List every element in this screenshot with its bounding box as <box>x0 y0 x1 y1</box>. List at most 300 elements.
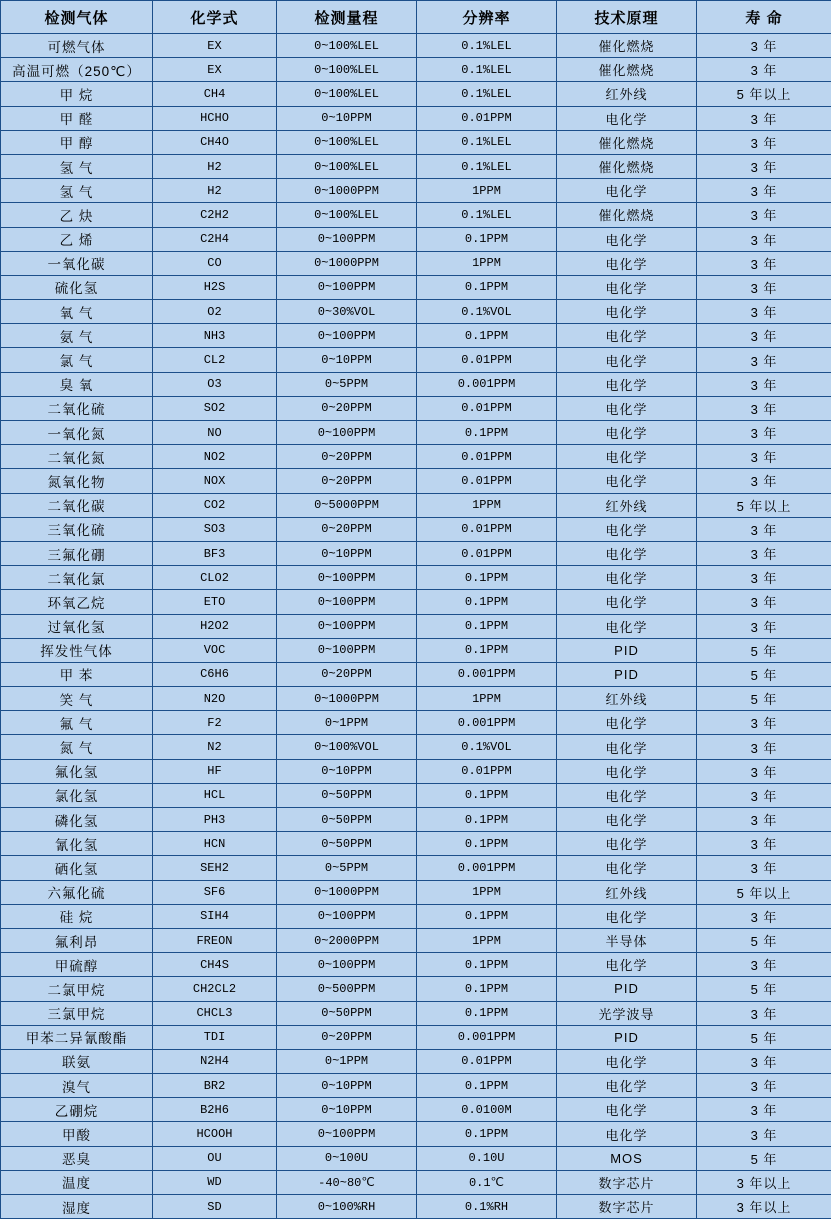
table-row <box>1 58 831 82</box>
cell-resolution: 0.01PPM <box>417 1049 557 1073</box>
cell-formula: NO2 <box>153 445 277 469</box>
cell-technology: PID <box>557 1025 697 1049</box>
cell-formula: C2H4 <box>153 227 277 251</box>
table-row <box>1 82 831 106</box>
cell-technology: 红外线 <box>557 82 697 106</box>
cell-formula: NOX <box>153 469 277 493</box>
cell-resolution: 0.1PPM <box>417 421 557 445</box>
cell-lifespan: 3 年 <box>697 1001 831 1025</box>
cell-resolution: 0.1%LEL <box>417 203 557 227</box>
cell-lifespan: 3 年 <box>697 856 831 880</box>
cell-formula: CHCL3 <box>153 1001 277 1025</box>
cell-range: -40~80℃ <box>277 1170 417 1194</box>
cell-gas: 甲硫醇 <box>1 953 153 977</box>
cell-formula: SO3 <box>153 517 277 541</box>
cell-formula: N2H4 <box>153 1049 277 1073</box>
cell-formula: EX <box>153 34 277 58</box>
cell-range: 0~100%LEL <box>277 203 417 227</box>
cell-formula: CLO2 <box>153 566 277 590</box>
cell-resolution: 0.1PPM <box>417 953 557 977</box>
cell-resolution: 0.1%LEL <box>417 154 557 178</box>
cell-gas: 氟利昂 <box>1 928 153 952</box>
cell-gas: 挥发性气体 <box>1 638 153 662</box>
table-row <box>1 541 831 565</box>
cell-formula: TDI <box>153 1025 277 1049</box>
cell-range: 0~100PPM <box>277 590 417 614</box>
cell-lifespan: 3 年 <box>697 227 831 251</box>
cell-lifespan: 3 年 <box>697 783 831 807</box>
cell-resolution: 0.1PPM <box>417 275 557 299</box>
cell-gas: 一氧化氮 <box>1 421 153 445</box>
cell-gas: 联氨 <box>1 1049 153 1073</box>
cell-gas: 甲 烷 <box>1 82 153 106</box>
cell-lifespan: 3 年 <box>697 348 831 372</box>
cell-technology: 电化学 <box>557 735 697 759</box>
cell-gas: 三氟化硼 <box>1 541 153 565</box>
cell-lifespan: 3 年 <box>697 904 831 928</box>
table-row <box>1 783 831 807</box>
cell-technology: 电化学 <box>557 953 697 977</box>
cell-gas: 可燃气体 <box>1 34 153 58</box>
cell-technology: 电化学 <box>557 856 697 880</box>
cell-range: 0~100%LEL <box>277 154 417 178</box>
cell-gas: 硅 烷 <box>1 904 153 928</box>
cell-formula: OU <box>153 1146 277 1170</box>
table-row <box>1 953 831 977</box>
table-row <box>1 1074 831 1098</box>
cell-gas: 氯化氢 <box>1 783 153 807</box>
cell-formula: BR2 <box>153 1074 277 1098</box>
cell-formula: H2 <box>153 179 277 203</box>
cell-range: 0~20PPM <box>277 1025 417 1049</box>
cell-technology: 红外线 <box>557 880 697 904</box>
cell-formula: B2H6 <box>153 1098 277 1122</box>
cell-lifespan: 3 年 <box>697 179 831 203</box>
cell-range: 0~10PPM <box>277 1098 417 1122</box>
cell-lifespan: 3 年 <box>697 541 831 565</box>
cell-gas: 环氧乙烷 <box>1 590 153 614</box>
cell-range: 0~100PPM <box>277 1122 417 1146</box>
cell-resolution: 0.01PPM <box>417 759 557 783</box>
table-row <box>1 711 831 735</box>
cell-lifespan: 3 年 <box>697 154 831 178</box>
cell-lifespan: 3 年 <box>697 445 831 469</box>
cell-range: 0~10PPM <box>277 541 417 565</box>
cell-range: 0~100PPM <box>277 275 417 299</box>
table-row <box>1 638 831 662</box>
cell-gas: 氮 气 <box>1 735 153 759</box>
cell-range: 0~1PPM <box>277 1049 417 1073</box>
cell-formula: HCN <box>153 832 277 856</box>
cell-gas: 氢 气 <box>1 179 153 203</box>
cell-formula: ETO <box>153 590 277 614</box>
cell-technology: 电化学 <box>557 517 697 541</box>
cell-technology: 电化学 <box>557 1049 697 1073</box>
cell-technology: 催化燃烧 <box>557 154 697 178</box>
cell-technology: 电化学 <box>557 300 697 324</box>
cell-formula: C6H6 <box>153 662 277 686</box>
cell-formula: CH4S <box>153 953 277 977</box>
cell-lifespan: 5 年 <box>697 638 831 662</box>
cell-resolution: 0.1PPM <box>417 638 557 662</box>
cell-technology: 红外线 <box>557 493 697 517</box>
cell-gas: 二氧化氮 <box>1 445 153 469</box>
cell-technology: 电化学 <box>557 251 697 275</box>
cell-range: 0~100%LEL <box>277 34 417 58</box>
cell-formula: NH3 <box>153 324 277 348</box>
cell-gas: 氧 气 <box>1 300 153 324</box>
table-row <box>1 517 831 541</box>
cell-gas: 二氧化硫 <box>1 396 153 420</box>
table-row <box>1 1049 831 1073</box>
cell-formula: SF6 <box>153 880 277 904</box>
cell-resolution: 0.1PPM <box>417 324 557 348</box>
cell-lifespan: 3 年 <box>697 590 831 614</box>
cell-gas: 温度 <box>1 1170 153 1194</box>
cell-formula: F2 <box>153 711 277 735</box>
table-row <box>1 1195 831 1219</box>
table-row <box>1 251 831 275</box>
table-row <box>1 154 831 178</box>
cell-technology: 光学波导 <box>557 1001 697 1025</box>
cell-lifespan: 5 年以上 <box>697 82 831 106</box>
cell-technology: 催化燃烧 <box>557 130 697 154</box>
cell-formula: HCOOH <box>153 1122 277 1146</box>
table-row <box>1 687 831 711</box>
cell-range: 0~100PPM <box>277 614 417 638</box>
cell-lifespan: 5 年以上 <box>697 880 831 904</box>
cell-formula: H2O2 <box>153 614 277 638</box>
cell-formula: SO2 <box>153 396 277 420</box>
cell-range: 0~100PPM <box>277 904 417 928</box>
cell-lifespan: 3 年 <box>697 372 831 396</box>
cell-formula: PH3 <box>153 808 277 832</box>
cell-gas: 恶臭 <box>1 1146 153 1170</box>
cell-resolution: 0.1%LEL <box>417 34 557 58</box>
cell-technology: 红外线 <box>557 687 697 711</box>
cell-range: 0~50PPM <box>277 1001 417 1025</box>
cell-formula: HCL <box>153 783 277 807</box>
cell-formula: SEH2 <box>153 856 277 880</box>
cell-gas: 氰化氢 <box>1 832 153 856</box>
cell-gas: 氯 气 <box>1 348 153 372</box>
cell-formula: H2S <box>153 275 277 299</box>
cell-technology: 电化学 <box>557 324 697 348</box>
table-row <box>1 1001 831 1025</box>
table-header-row <box>1 1 831 34</box>
cell-resolution: 0.01PPM <box>417 517 557 541</box>
cell-gas: 二氯甲烷 <box>1 977 153 1001</box>
cell-lifespan: 3 年 <box>697 106 831 130</box>
cell-range: 0~2000PPM <box>277 928 417 952</box>
table-row <box>1 493 831 517</box>
cell-range: 0~100PPM <box>277 566 417 590</box>
table-row <box>1 227 831 251</box>
table-row <box>1 469 831 493</box>
cell-range: 0~500PPM <box>277 977 417 1001</box>
cell-formula: FREON <box>153 928 277 952</box>
cell-technology: 电化学 <box>557 711 697 735</box>
cell-resolution: 0.01PPM <box>417 396 557 420</box>
cell-technology: 电化学 <box>557 106 697 130</box>
cell-range: 0~5PPM <box>277 372 417 396</box>
table-row <box>1 300 831 324</box>
table-row <box>1 421 831 445</box>
cell-resolution: 0.001PPM <box>417 372 557 396</box>
cell-gas: 三氯甲烷 <box>1 1001 153 1025</box>
cell-lifespan: 3 年 <box>697 130 831 154</box>
cell-range: 0~10PPM <box>277 759 417 783</box>
cell-gas: 三氧化硫 <box>1 517 153 541</box>
cell-technology: 电化学 <box>557 590 697 614</box>
cell-range: 0~100PPM <box>277 953 417 977</box>
cell-resolution: 0.01PPM <box>417 445 557 469</box>
cell-technology: 数字芯片 <box>557 1195 697 1219</box>
cell-resolution: 0.001PPM <box>417 1025 557 1049</box>
cell-lifespan: 3 年 <box>697 808 831 832</box>
table-row <box>1 275 831 299</box>
cell-resolution: 0.1PPM <box>417 1074 557 1098</box>
table-row <box>1 1025 831 1049</box>
cell-range: 0~20PPM <box>277 517 417 541</box>
cell-resolution: 0.001PPM <box>417 662 557 686</box>
cell-lifespan: 5 年以上 <box>697 493 831 517</box>
cell-resolution: 0.1%VOL <box>417 300 557 324</box>
cell-range: 0~100%VOL <box>277 735 417 759</box>
cell-resolution: 0.1PPM <box>417 614 557 638</box>
cell-resolution: 1PPM <box>417 928 557 952</box>
cell-technology: 电化学 <box>557 1122 697 1146</box>
cell-formula: BF3 <box>153 541 277 565</box>
cell-formula: CH2CL2 <box>153 977 277 1001</box>
cell-technology: 催化燃烧 <box>557 34 697 58</box>
cell-range: 0~1000PPM <box>277 251 417 275</box>
cell-formula: CH4O <box>153 130 277 154</box>
table-row <box>1 1122 831 1146</box>
cell-gas: 氟化氢 <box>1 759 153 783</box>
cell-gas: 二氧化碳 <box>1 493 153 517</box>
cell-gas: 甲 醇 <box>1 130 153 154</box>
cell-technology: 电化学 <box>557 275 697 299</box>
table-row <box>1 977 831 1001</box>
cell-gas: 磷化氢 <box>1 808 153 832</box>
table-row <box>1 130 831 154</box>
table-row <box>1 832 831 856</box>
cell-range: 0~20PPM <box>277 445 417 469</box>
cell-lifespan: 5 年 <box>697 928 831 952</box>
cell-resolution: 0.1℃ <box>417 1170 557 1194</box>
cell-formula: SD <box>153 1195 277 1219</box>
cell-lifespan: 5 年 <box>697 687 831 711</box>
cell-formula: H2 <box>153 154 277 178</box>
cell-formula: HCHO <box>153 106 277 130</box>
column-header-range: 检测量程 <box>277 1 417 34</box>
table-row <box>1 856 831 880</box>
cell-lifespan: 5 年 <box>697 662 831 686</box>
cell-gas: 臭 氧 <box>1 372 153 396</box>
cell-formula: CL2 <box>153 348 277 372</box>
cell-range: 0~10PPM <box>277 1074 417 1098</box>
cell-formula: NO <box>153 421 277 445</box>
cell-technology: 电化学 <box>557 1098 697 1122</box>
cell-gas: 甲酸 <box>1 1122 153 1146</box>
cell-technology: 催化燃烧 <box>557 203 697 227</box>
cell-technology: 半导体 <box>557 928 697 952</box>
cell-range: 0~5000PPM <box>277 493 417 517</box>
cell-gas: 二氧化氯 <box>1 566 153 590</box>
table-row <box>1 928 831 952</box>
cell-technology: 电化学 <box>557 614 697 638</box>
cell-lifespan: 3 年 <box>697 324 831 348</box>
table-row <box>1 759 831 783</box>
cell-range: 0~100U <box>277 1146 417 1170</box>
cell-range: 0~10PPM <box>277 106 417 130</box>
cell-technology: 数字芯片 <box>557 1170 697 1194</box>
cell-technology: 电化学 <box>557 832 697 856</box>
cell-resolution: 0.10U <box>417 1146 557 1170</box>
cell-resolution: 0.0100M <box>417 1098 557 1122</box>
cell-technology: 电化学 <box>557 372 697 396</box>
cell-lifespan: 3 年 <box>697 614 831 638</box>
cell-resolution: 0.1PPM <box>417 977 557 1001</box>
table-row <box>1 808 831 832</box>
table-row <box>1 1170 831 1194</box>
table-row <box>1 662 831 686</box>
table-row <box>1 590 831 614</box>
cell-technology: MOS <box>557 1146 697 1170</box>
cell-resolution: 0.1%LEL <box>417 82 557 106</box>
cell-lifespan: 5 年 <box>697 977 831 1001</box>
table-row <box>1 445 831 469</box>
cell-gas: 乙 烯 <box>1 227 153 251</box>
cell-technology: 电化学 <box>557 179 697 203</box>
cell-resolution: 0.1PPM <box>417 566 557 590</box>
cell-formula: N2O <box>153 687 277 711</box>
cell-gas: 甲 醛 <box>1 106 153 130</box>
table-row <box>1 203 831 227</box>
cell-lifespan: 3 年 <box>697 1049 831 1073</box>
cell-technology: 电化学 <box>557 445 697 469</box>
cell-resolution: 1PPM <box>417 493 557 517</box>
cell-lifespan: 3 年 <box>697 759 831 783</box>
table-row <box>1 566 831 590</box>
cell-lifespan: 3 年 <box>697 469 831 493</box>
cell-resolution: 1PPM <box>417 687 557 711</box>
cell-range: 0~50PPM <box>277 783 417 807</box>
cell-technology: PID <box>557 638 697 662</box>
cell-formula: WD <box>153 1170 277 1194</box>
cell-resolution: 0.1PPM <box>417 808 557 832</box>
table-row <box>1 348 831 372</box>
cell-range: 0~100PPM <box>277 421 417 445</box>
cell-lifespan: 3 年 <box>697 421 831 445</box>
cell-technology: 电化学 <box>557 566 697 590</box>
cell-resolution: 0.01PPM <box>417 106 557 130</box>
cell-gas: 甲苯二异氰酸酯 <box>1 1025 153 1049</box>
table-row <box>1 372 831 396</box>
column-header-technology: 技术原理 <box>557 1 697 34</box>
cell-lifespan: 5 年 <box>697 1146 831 1170</box>
cell-technology: PID <box>557 662 697 686</box>
column-header-lifespan: 寿 命 <box>697 1 831 34</box>
cell-resolution: 0.1PPM <box>417 590 557 614</box>
cell-gas: 甲 苯 <box>1 662 153 686</box>
cell-range: 0~100%RH <box>277 1195 417 1219</box>
cell-range: 0~100%LEL <box>277 130 417 154</box>
cell-resolution: 0.1PPM <box>417 1001 557 1025</box>
cell-resolution: 0.1PPM <box>417 227 557 251</box>
cell-range: 0~20PPM <box>277 396 417 420</box>
cell-resolution: 0.001PPM <box>417 711 557 735</box>
cell-gas: 一氧化碳 <box>1 251 153 275</box>
cell-technology: 电化学 <box>557 421 697 445</box>
cell-technology: 电化学 <box>557 541 697 565</box>
cell-resolution: 0.1%RH <box>417 1195 557 1219</box>
table-body <box>1 34 831 1219</box>
cell-resolution: 1PPM <box>417 179 557 203</box>
cell-technology: PID <box>557 977 697 1001</box>
cell-range: 0~1000PPM <box>277 880 417 904</box>
cell-technology: 电化学 <box>557 469 697 493</box>
cell-range: 0~100%LEL <box>277 58 417 82</box>
cell-formula: CO <box>153 251 277 275</box>
cell-resolution: 1PPM <box>417 880 557 904</box>
cell-formula: EX <box>153 58 277 82</box>
cell-resolution: 0.1%VOL <box>417 735 557 759</box>
table-header <box>1 1 831 34</box>
cell-gas: 硫化氢 <box>1 275 153 299</box>
cell-resolution: 0.01PPM <box>417 469 557 493</box>
cell-formula: O3 <box>153 372 277 396</box>
cell-lifespan: 3 年 <box>697 396 831 420</box>
cell-gas: 乙硼烷 <box>1 1098 153 1122</box>
cell-formula: VOC <box>153 638 277 662</box>
cell-range: 0~100%LEL <box>277 82 417 106</box>
cell-technology: 电化学 <box>557 904 697 928</box>
cell-formula: C2H2 <box>153 203 277 227</box>
table-row <box>1 324 831 348</box>
cell-resolution: 0.1%LEL <box>417 58 557 82</box>
table-row <box>1 1098 831 1122</box>
table-row <box>1 880 831 904</box>
cell-technology: 电化学 <box>557 1074 697 1098</box>
cell-resolution: 0.01PPM <box>417 541 557 565</box>
cell-formula: CO2 <box>153 493 277 517</box>
cell-technology: 电化学 <box>557 348 697 372</box>
cell-range: 0~30%VOL <box>277 300 417 324</box>
cell-lifespan: 3 年 <box>697 1122 831 1146</box>
cell-gas: 氨 气 <box>1 324 153 348</box>
cell-range: 0~50PPM <box>277 808 417 832</box>
cell-gas: 氮氧化物 <box>1 469 153 493</box>
cell-resolution: 0.1PPM <box>417 1122 557 1146</box>
cell-range: 0~1PPM <box>277 711 417 735</box>
cell-range: 0~100PPM <box>277 324 417 348</box>
cell-range: 0~20PPM <box>277 662 417 686</box>
cell-formula: CH4 <box>153 82 277 106</box>
cell-formula: N2 <box>153 735 277 759</box>
cell-gas: 湿度 <box>1 1195 153 1219</box>
cell-range: 0~100PPM <box>277 227 417 251</box>
cell-resolution: 0.1PPM <box>417 783 557 807</box>
table-row <box>1 34 831 58</box>
table-row <box>1 396 831 420</box>
table-row <box>1 1146 831 1170</box>
cell-lifespan: 3 年 <box>697 300 831 324</box>
cell-resolution: 0.001PPM <box>417 856 557 880</box>
cell-range: 0~50PPM <box>277 832 417 856</box>
cell-technology: 催化燃烧 <box>557 58 697 82</box>
